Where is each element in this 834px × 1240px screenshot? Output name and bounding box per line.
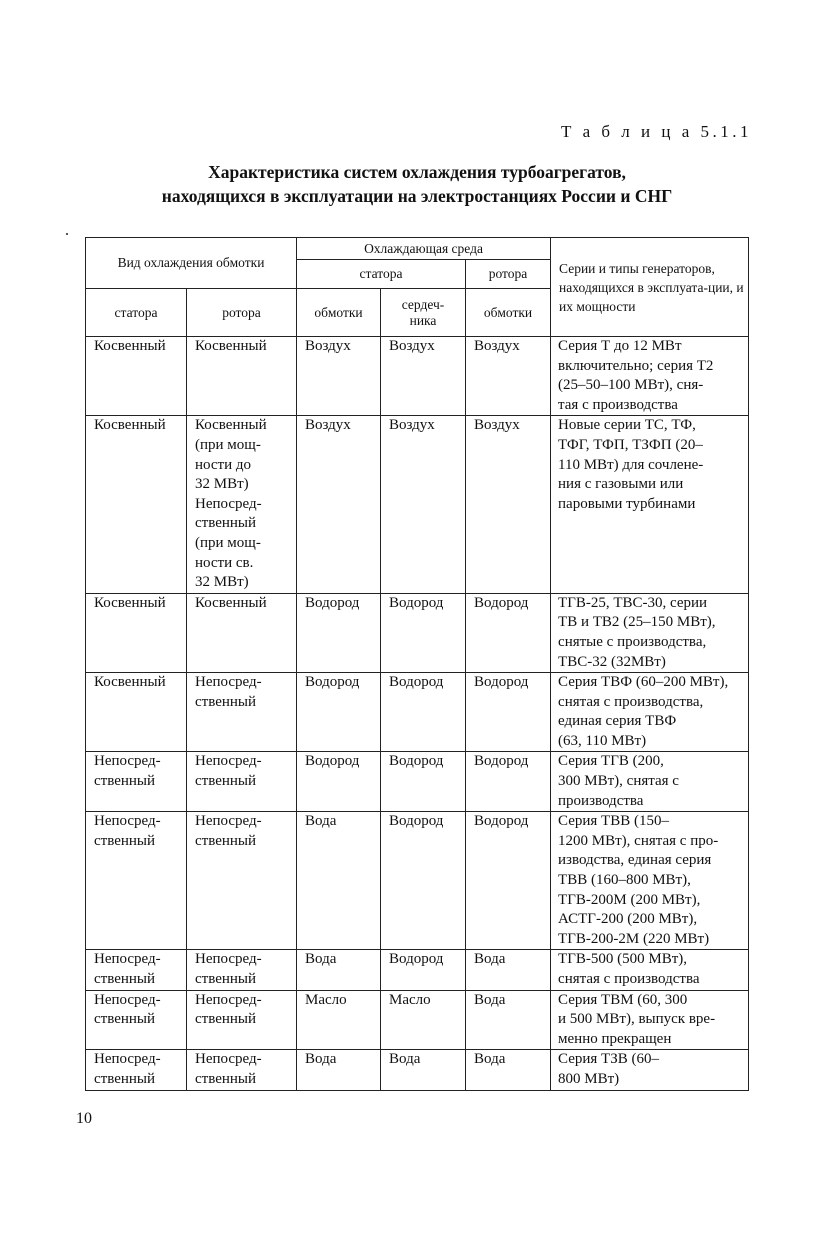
cell-stator-core: Воздух [381, 416, 466, 593]
table-row [86, 812, 749, 950]
cell-stator-core: Водород [381, 593, 466, 672]
cell-stator-core: Вода [381, 1050, 466, 1090]
cell-rotor-winding: Воздух [466, 416, 551, 593]
header-stator: статора [86, 289, 187, 337]
table-row [86, 990, 749, 1050]
cell-stator-winding: Вода [297, 950, 381, 990]
table-row [86, 1050, 749, 1090]
cell-stator-winding: Вода [297, 812, 381, 950]
cell-rotor-winding: Вода [466, 1050, 551, 1090]
cell-series: Серия ТВВ (150– 1200 МВт), снятая с про- изводства, единая серия ТВВ (160–800 МВт), ТГВ-200М (200 МВт), АСТГ-200 (200 МВт), ТГВ-200-2М (220 МВт) [551, 812, 749, 950]
header-rotor-winding: обмотки [466, 289, 551, 337]
cell-series: Серия ТЗВ (60– 800 МВт) [551, 1050, 749, 1090]
cell-series: ТГВ-500 (500 МВт), снятая с производства [551, 950, 749, 990]
cell-series: Новые серии ТС, ТФ, ТФГ, ТФП, ТЗФП (20– 110 МВт) для сочлене- ния с газовыми или паровыми турбинами [551, 416, 749, 593]
cell-stator-core: Водород [381, 752, 466, 812]
header-series: Серии и типы генераторов, находящихся в эксплуата-ции, и их мощности [551, 238, 749, 337]
cell-stator-winding: Водород [297, 752, 381, 812]
table-row [86, 337, 749, 416]
cell-rotor: Косвенный (при мощ- ности до 32 МВт) Непосред- ственный (при мощ- ности св. 32 МВт) [187, 416, 297, 593]
stray-dot [66, 233, 68, 235]
cell-stator-core: Водород [381, 673, 466, 752]
cell-stator-winding: Масло [297, 990, 381, 1050]
cell-stator-winding: Вода [297, 1050, 381, 1090]
header-stator-group: статора [297, 260, 466, 289]
table-row [86, 673, 749, 752]
table-title [0, 160, 834, 208]
cell-stator-winding: Воздух [297, 337, 381, 416]
cell-series: Серия ТВМ (60, 300 и 500 МВт), выпуск вре- менно прекращен [551, 990, 749, 1050]
cell-rotor-winding: Вода [466, 990, 551, 1050]
cell-rotor: Непосред- ственный [187, 752, 297, 812]
header-stator-winding: обмотки [297, 289, 381, 337]
table-row [86, 416, 749, 593]
header-rotor: ротора [187, 289, 297, 337]
cell-rotor: Непосред- ственный [187, 812, 297, 950]
cell-stator: Непосред- ственный [86, 812, 187, 950]
cell-rotor-winding: Водород [466, 752, 551, 812]
cell-rotor-winding: Водород [466, 812, 551, 950]
table-row [86, 752, 749, 812]
cell-stator-winding: Водород [297, 673, 381, 752]
cell-stator-core: Водород [381, 812, 466, 950]
cell-stator-winding: Воздух [297, 416, 381, 593]
header-winding-cooling: Вид охлаждения обмотки [86, 238, 297, 289]
cooling-systems-table [85, 237, 749, 1091]
cell-rotor-winding: Водород [466, 673, 551, 752]
cell-rotor-winding: Воздух [466, 337, 551, 416]
cell-stator-winding: Водород [297, 593, 381, 672]
cell-rotor: Косвенный [187, 593, 297, 672]
cell-rotor: Непосред- ственный [187, 673, 297, 752]
cell-rotor-winding: Водород [466, 593, 551, 672]
cell-rotor-winding: Вода [466, 950, 551, 990]
cell-stator-core: Масло [381, 990, 466, 1050]
cell-series: Серия Т до 12 МВт включительно; серия Т2 (25–50–100 МВт), сня- тая с производства [551, 337, 749, 416]
page-number: 10 [76, 1110, 92, 1127]
cell-rotor: Косвенный [187, 337, 297, 416]
header-coolant: Охлаждающая среда [297, 238, 551, 260]
header-stator-core: сердеч- ника [381, 289, 466, 337]
cell-stator-core: Воздух [381, 337, 466, 416]
table-label: Т а б л и ц а 5.1.1 [560, 122, 752, 141]
cell-stator: Косвенный [86, 416, 187, 593]
cell-series: Серия ТВФ (60–200 МВт), снятая с производства, единая серия ТВФ (63, 110 МВт) [551, 673, 749, 752]
cell-stator: Непосред- ственный [86, 990, 187, 1050]
header-rotor-group: ротора [466, 260, 551, 289]
cell-stator: Непосред- ственный [86, 950, 187, 990]
cell-stator: Косвенный [86, 673, 187, 752]
cell-rotor: Непосред- ственный [187, 1050, 297, 1090]
cell-rotor: Непосред- ственный [187, 950, 297, 990]
cell-series: ТГВ-25, ТВС-30, серии ТВ и ТВ2 (25–150 МВт), снятые с производства, ТВС-32 (32МВт) [551, 593, 749, 672]
cell-stator: Косвенный [86, 337, 187, 416]
title-line-1: Характеристика систем охлаждения турбоагрегатов, [208, 162, 626, 182]
cell-rotor: Непосред- ственный [187, 990, 297, 1050]
cell-series: Серия ТГВ (200, 300 МВт), снятая с производства [551, 752, 749, 812]
cell-stator: Непосред- ственный [86, 1050, 187, 1090]
table-row [86, 950, 749, 990]
table-row [86, 593, 749, 672]
title-line-2: находящихся в эксплуатации на электростанциях России и СНГ [161, 186, 673, 206]
cell-stator-core: Водород [381, 950, 466, 990]
cell-stator: Непосред- ственный [86, 752, 187, 812]
cell-stator: Косвенный [86, 593, 187, 672]
